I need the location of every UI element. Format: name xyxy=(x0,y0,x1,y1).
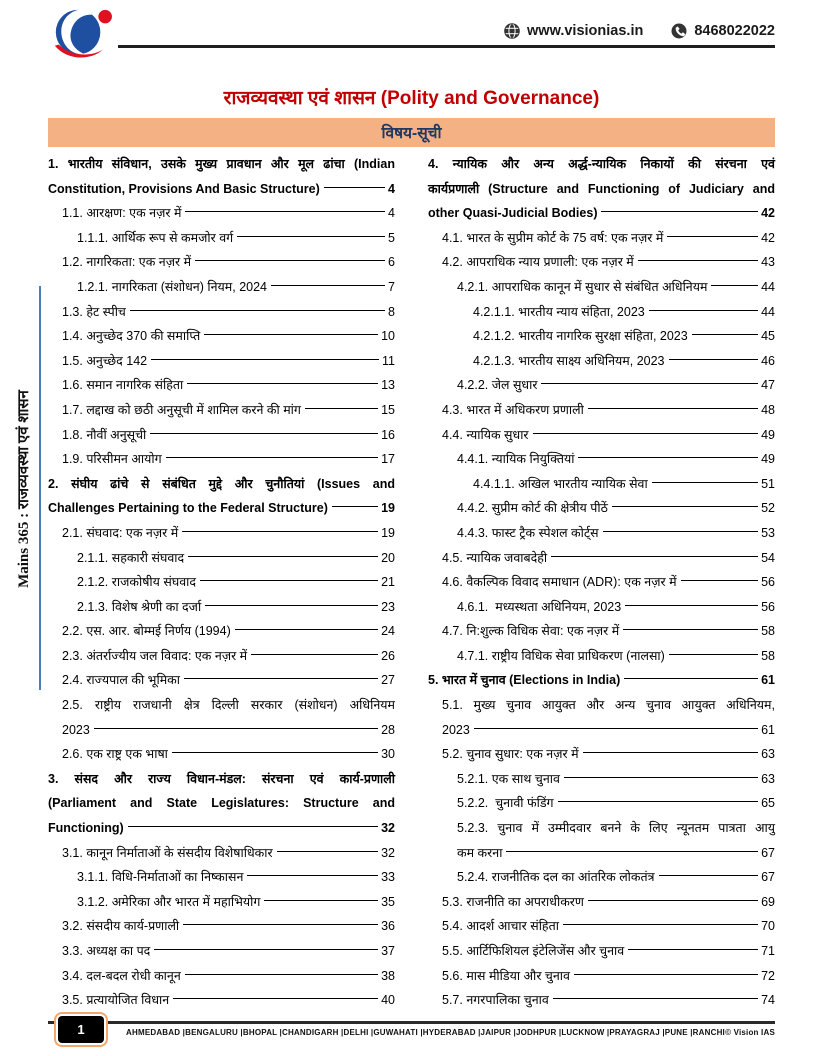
toc-entry-line-last xyxy=(428,496,775,521)
toc-page-number: 8 xyxy=(388,304,395,319)
toc-page-number: 10 xyxy=(381,329,395,344)
footer-cities: AHMEDABAD |BENGALURU |BHOPAL |CHANDIGARH |DELHI |GUWAHATI |HYDERABAD |JAIPUR |JODHPUR |LUCKNOW |PRAYAGRAJ |PUNE |RANCHI xyxy=(126,1028,725,1037)
toc-page-number: 54 xyxy=(761,550,775,565)
toc-entry-text: 3.5. प्रत्यायोजित विधान xyxy=(62,993,170,1008)
toc-entry-text: 5.3. राजनीति का अपराधीकरण xyxy=(442,894,584,909)
toc-entry-line-last xyxy=(428,546,775,571)
toc-entry xyxy=(48,201,395,226)
toc-page-number: 46 xyxy=(761,353,775,368)
toc-page-number: 36 xyxy=(381,919,395,934)
phone-icon xyxy=(671,23,687,39)
toc-page-number: 13 xyxy=(381,378,395,393)
toc-entry-line: कार्यप्रणाली (Structure and Functioning of Judiciary and xyxy=(428,181,775,196)
toc-entry-text: कम करना xyxy=(457,845,503,860)
toc-entry-line-last xyxy=(48,595,395,620)
toc-entry xyxy=(428,546,775,571)
toc-page-number: 38 xyxy=(381,968,395,983)
toc-entry-text: 1.9. परिसीमन आयोग xyxy=(62,452,162,467)
toc-page-number: 70 xyxy=(761,919,775,934)
toc-page-number: 53 xyxy=(761,525,775,540)
toc-page-number: 16 xyxy=(381,427,395,442)
toc-entry-text: 1.3. हेट स्पीच xyxy=(62,304,126,319)
toc-entry-text: 2023 xyxy=(442,722,470,737)
page-number-badge: 1 xyxy=(58,1016,104,1043)
toc-entry xyxy=(428,693,775,742)
toc-entry-line-last xyxy=(428,398,775,423)
toc-entry-line-last xyxy=(48,718,395,743)
toc-entry-text: 4.2.2. जेल सुधार xyxy=(457,378,538,393)
toc-entry xyxy=(48,226,395,251)
toc-entry xyxy=(48,250,395,275)
toc-entry-line-last xyxy=(428,570,775,595)
toc-entry-line-last xyxy=(48,423,395,448)
toc-entry-text: 4.4. न्यायिक सुधार xyxy=(442,427,529,442)
toc-page-number: 42 xyxy=(761,206,775,221)
toc-entry-text: 1.1.1. आर्थिक रूप से कमजोर वर्ग xyxy=(77,230,234,245)
toc-entry-text: 5.7. नगरपालिका चुनाव xyxy=(442,993,549,1008)
toc-entry xyxy=(428,816,775,865)
toc-entry xyxy=(428,447,775,472)
toc-entry xyxy=(48,349,395,374)
toc-entry-line-last xyxy=(48,865,395,890)
toc-entry xyxy=(48,939,395,964)
toc-entry-text: 4.4.1. न्यायिक नियुक्तियां xyxy=(457,452,575,467)
toc-entry-line-last xyxy=(48,644,395,669)
toc-entry-line-last xyxy=(48,619,395,644)
toc-entry-text: 3.2. संसदीय कार्य-प्रणाली xyxy=(62,919,180,934)
toc-entry-line-last xyxy=(48,521,395,546)
toc-entry-line: 5.2.3. चुनाव में उम्मीदवार बनने के लिए न्यूनतम पात्रता आयु xyxy=(457,821,775,836)
page-title: राजव्यवस्था एवं शासन (Polity and Governance) xyxy=(223,88,600,109)
toc-entry-text: 2.1. संघवाद: एक नज़र में xyxy=(62,525,179,540)
toc-page-number: 5 xyxy=(388,230,395,245)
toc-entry xyxy=(428,275,775,300)
footer-divider xyxy=(48,1021,775,1024)
toc-entry-line-last xyxy=(48,177,395,202)
toc-entry xyxy=(48,742,395,767)
toc-entry-line-last xyxy=(428,619,775,644)
toc-page-number: 32 xyxy=(381,845,395,860)
toc-entry xyxy=(48,644,395,669)
toc-entry-text: 1.2. नागरिकता: एक नज़र में xyxy=(62,255,192,270)
toc-entry xyxy=(48,767,395,841)
toc-entry-text: 3.3. अध्यक्ष का पद xyxy=(62,944,151,958)
toc-entry-text: 2.1.3. विशेष श्रेणी का दर्जा xyxy=(77,599,202,614)
toc-entry xyxy=(428,349,775,374)
toc-entry-text: 5. भारत में चुनाव (Elections in India) xyxy=(428,673,621,688)
toc-entry-line-last xyxy=(428,841,775,866)
toc-entry-text: 3.4. दल-बदल रोधी कानून xyxy=(62,968,181,983)
toc-entry-line-last xyxy=(428,472,775,497)
toc-entry-line-last xyxy=(48,890,395,915)
toc-page-number: 56 xyxy=(761,575,775,590)
toc-entry xyxy=(48,324,395,349)
toc-entry-text: 5.5. आर्टिफिशियल इंटेलिजेंस और चुनाव xyxy=(442,944,625,958)
toc-entry xyxy=(48,890,395,915)
content-area xyxy=(48,84,775,1013)
toc-page-number: 51 xyxy=(761,476,775,491)
toc-page-number: 61 xyxy=(761,673,775,688)
toc-entry-line: 5.1. मुख्य चुनाव आयुक्त और अन्य चुनाव आयुक्त अधिनियम, xyxy=(442,698,775,713)
toc-entry xyxy=(428,521,775,546)
toc-entry-text: 2.2. एस. आर. बोम्मई निर्णय (1994) xyxy=(62,624,231,639)
toc-entry-line-last xyxy=(428,275,775,300)
toc-entry-text: 2023 xyxy=(62,722,90,737)
toc-page-number: 26 xyxy=(381,648,395,663)
toc-entry xyxy=(48,619,395,644)
toc-entry-line-last xyxy=(428,988,775,1013)
toc-page-number: 61 xyxy=(761,722,775,737)
toc-entry-line-last xyxy=(428,742,775,767)
toc-page-number: 15 xyxy=(381,402,395,417)
toc-page-number: 19 xyxy=(381,525,395,540)
toc-entry-text: 1.4. अनुच्छेद 370 की समाप्ति xyxy=(62,329,201,344)
toc-entry xyxy=(48,914,395,939)
toc-entry-line-last xyxy=(428,668,775,693)
toc-entry xyxy=(48,570,395,595)
toc-entry xyxy=(428,496,775,521)
toc-entry-line: 2. संघीय ढांचे से संबंधित मुद्दे और चुनौतियां (Issues and xyxy=(48,476,395,491)
toc-page-number: 43 xyxy=(761,255,775,270)
toc-entry-line-last xyxy=(428,939,775,964)
toc-page-number: 11 xyxy=(382,353,395,368)
toc-entry-line-last xyxy=(428,890,775,915)
toc-entry xyxy=(428,767,775,792)
header-divider xyxy=(118,45,775,48)
toc-entry-text: 4.5. न्यायिक जवाबदेही xyxy=(442,550,548,565)
toc-page-number: 6 xyxy=(388,255,395,270)
toc-entry-text: 1.2.1. नागरिकता (संशोधन) नियम, 2024 xyxy=(77,279,268,294)
toc-entry xyxy=(48,300,395,325)
toc-page-number: 71 xyxy=(761,944,775,958)
toc-entry xyxy=(428,324,775,349)
toc-entry xyxy=(48,275,395,300)
toc-entry-text: 4.2.1.3. भारतीय साक्ष्य अधिनियम, 2023 xyxy=(473,353,665,368)
toc-entry-line-last xyxy=(428,865,775,890)
toc-entry-line-last xyxy=(428,644,775,669)
toc-entry-line-last xyxy=(48,742,395,767)
toc-entry-line-last xyxy=(428,521,775,546)
toc-page-number: 48 xyxy=(761,402,775,417)
toc-page-number: 45 xyxy=(761,329,775,344)
toc-entry-line-last xyxy=(48,201,395,226)
toc-entry-line-last xyxy=(48,373,395,398)
toc-entry-text: 1.6. समान नागरिक संहिता xyxy=(62,378,184,393)
toc-entry-text: 1.1. आरक्षण: एक नज़र में xyxy=(62,206,182,221)
toc-entry xyxy=(428,742,775,767)
toc-entry-line-last xyxy=(428,250,775,275)
toc-entry xyxy=(428,668,775,693)
toc-right-column xyxy=(428,152,775,1013)
toc-entry xyxy=(428,373,775,398)
toc-entry-line-last xyxy=(48,226,395,251)
toc-page-number: 65 xyxy=(761,796,775,811)
toc-entry-line: (Parliament and State Legislatures: Structure and xyxy=(48,796,395,811)
toc-entry xyxy=(48,398,395,423)
toc-entry xyxy=(48,595,395,620)
toc-entry-line: 3. संसद और राज्य विधान-मंडल: संरचना एवं कार्य-प्रणाली xyxy=(48,771,395,786)
toc-entry xyxy=(428,250,775,275)
toc-entry-text: Functioning) xyxy=(48,821,124,836)
toc-page-number: 4 xyxy=(388,206,395,221)
toc-entry-line-last xyxy=(428,226,775,251)
toc-entry xyxy=(428,644,775,669)
toc-entry xyxy=(428,890,775,915)
toc-entry-text: 3.1.2. अमेरिका और भारत में महाभियोग xyxy=(77,894,261,909)
toc-page-number: 4 xyxy=(388,181,395,196)
toc-left-column xyxy=(48,152,395,1013)
toc-entry xyxy=(48,423,395,448)
toc-entry-line-last xyxy=(428,201,775,226)
toc-page-number: 17 xyxy=(381,452,395,467)
toc-entry xyxy=(428,791,775,816)
toc-entry-line-last xyxy=(428,447,775,472)
toc-entry-text: 2.3. अंतर्राज्यीय जल विवाद: एक नज़र में xyxy=(62,648,248,663)
toc-banner: विषय-सूची xyxy=(48,118,775,147)
toc-entry-line-last xyxy=(48,275,395,300)
toc-entry-text: 4.7. नि:शुल्क विधिक सेवा: एक नज़र में xyxy=(442,624,620,639)
toc-page-number: 37 xyxy=(381,944,395,958)
toc-page-number: 35 xyxy=(381,894,395,909)
toc-entry-line-last xyxy=(428,423,775,448)
toc-entry xyxy=(48,152,395,201)
toc-entry xyxy=(48,693,395,742)
toc-page-number: 74 xyxy=(761,993,775,1008)
toc-entry-text: 3.1.1. विधि-निर्माताओं का निष्कासन xyxy=(77,870,244,885)
toc-entry-text: 5.2.4. राजनीतिक दल का आंतरिक लोकतंत्र xyxy=(457,870,655,885)
toc-page-number: 19 xyxy=(381,501,395,516)
toc-page-number: 20 xyxy=(381,550,395,565)
toc-entry-text: Challenges Pertaining to the Federal Structure) xyxy=(48,501,328,516)
toc-entry-text: Constitution, Provisions And Basic Structure) xyxy=(48,181,320,196)
toc-entry-text: 4.7.1. राष्ट्रीय विधिक सेवा प्राधिकरण (नालसा) xyxy=(457,648,665,663)
toc-page-number: 33 xyxy=(381,870,395,885)
toc-entry-text: 4.2.1.2. भारतीय नागरिक सुरक्षा संहिता, 2023 xyxy=(473,329,688,344)
toc-entry-line-last xyxy=(428,349,775,374)
phone-text: 8468022022 xyxy=(694,23,775,39)
toc-page-number: 58 xyxy=(761,624,775,639)
toc-entry-text: 1.7. लद्दाख को छठी अनुसूची में शामिल करने की मांग xyxy=(62,402,301,417)
toc-page-number: 63 xyxy=(761,771,775,786)
toc-entry-line-last xyxy=(48,964,395,989)
toc-entry xyxy=(428,423,775,448)
toc-entry-line-last xyxy=(48,939,395,964)
toc-entry-line-last xyxy=(48,546,395,571)
toc-entry-line-last xyxy=(48,914,395,939)
sidebar-accent-line xyxy=(39,286,41,690)
toc-entry xyxy=(48,521,395,546)
toc-page-number: 52 xyxy=(761,501,775,516)
toc-entry xyxy=(48,546,395,571)
toc-entry-line: 2.5. राष्ट्रीय राजधानी क्षेत्र दिल्ली सरकार (संशोधन) अधिनियम xyxy=(62,698,395,713)
sidebar-series-label: Mains 365 : राजव्यवस्था एवं शासन xyxy=(16,390,32,588)
toc-entry-text: 4.2. आपराधिक न्याय प्रणाली: एक नज़र में xyxy=(442,255,634,270)
toc-page-number: 23 xyxy=(381,599,395,614)
toc-entry xyxy=(428,619,775,644)
header-contact xyxy=(504,23,775,39)
toc-entry xyxy=(428,300,775,325)
toc-entry-line-last xyxy=(428,791,775,816)
toc-entry-text: 4.6. वैकल्पिक विवाद समाधान (ADR): एक नज़र में xyxy=(442,575,677,590)
toc-entry-text: other Quasi-Judicial Bodies) xyxy=(428,206,598,221)
toc-entry-line-last xyxy=(48,841,395,866)
toc-entry-text: 4.2.1. आपराधिक कानून में सुधार से संबंधित अधिनियम xyxy=(457,279,708,294)
toc-entry-line-last xyxy=(428,964,775,989)
toc-entry xyxy=(48,865,395,890)
toc-entry-text: 5.6. मास मीडिया और चुनाव xyxy=(442,968,570,983)
toc-entry-line-last xyxy=(48,816,395,841)
toc-page-number: 21 xyxy=(381,575,395,590)
toc-entry-text: 3.1. कानून निर्माताओं के संसदीय विशेषाधिकार xyxy=(62,845,273,860)
toc-entry xyxy=(48,472,395,521)
toc-page-number: 58 xyxy=(761,648,775,663)
phone-item xyxy=(671,23,775,39)
toc-entry-text: 1.8. नौवीं अनुसूची xyxy=(62,427,147,442)
toc-page-number: 49 xyxy=(761,427,775,442)
toc-entry xyxy=(428,152,775,226)
toc-entry-text: 1.5. अनुच्छेद 142 xyxy=(62,353,148,368)
globe-icon xyxy=(504,23,520,39)
footer xyxy=(126,1028,775,1037)
toc-page-number: 49 xyxy=(761,452,775,467)
toc-entry-text: 5.2.1. एक साथ चुनाव xyxy=(457,771,560,786)
toc-entry-line-last xyxy=(428,767,775,792)
toc-entry-text: 4.2.1.1. भारतीय न्याय संहिता, 2023 xyxy=(473,304,645,319)
toc-entry-line-last xyxy=(428,373,775,398)
toc-entry-line-last xyxy=(48,988,395,1013)
toc-entry xyxy=(48,964,395,989)
toc-page-number: 27 xyxy=(381,673,395,688)
toc-entry xyxy=(428,939,775,964)
toc-entry xyxy=(428,570,775,595)
toc-page-number: 67 xyxy=(761,845,775,860)
toc-entry-line-last xyxy=(48,496,395,521)
toc-entry-text: 5.2.2. चुनावी फंडिंग xyxy=(457,796,554,811)
table-of-contents xyxy=(48,152,775,1013)
toc-entry xyxy=(428,595,775,620)
toc-entry-line-last xyxy=(48,447,395,472)
toc-entry xyxy=(428,865,775,890)
toc-entry-text: 4.3. भारत में अधिकरण प्रणाली xyxy=(442,402,584,417)
toc-entry-text: 2.4. राज्यपाल की भूमिका xyxy=(62,673,181,688)
toc-entry-line-last xyxy=(428,914,775,939)
toc-entry-line: 1. भारतीय संविधान, उसके मुख्य प्रावधान और मूल ढांचा (Indian xyxy=(48,157,395,171)
toc-page-number: 28 xyxy=(381,722,395,737)
toc-entry-line-last xyxy=(428,300,775,325)
toc-page-number: 56 xyxy=(761,599,775,614)
toc-page-number: 7 xyxy=(388,279,395,294)
toc-page-number: 72 xyxy=(761,968,775,983)
toc-entry-text: 2.6. एक राष्ट्र एक भाषा xyxy=(62,747,168,762)
toc-entry-line-last xyxy=(48,570,395,595)
toc-entry xyxy=(428,988,775,1013)
toc-entry-line-last xyxy=(428,324,775,349)
toc-page-number: 24 xyxy=(381,624,395,639)
toc-entry xyxy=(428,472,775,497)
toc-page-number: 40 xyxy=(381,993,395,1008)
toc-page-number: 42 xyxy=(761,230,775,245)
toc-page-number: 63 xyxy=(761,747,775,762)
toc-entry xyxy=(428,226,775,251)
website-text: www.visionias.in xyxy=(527,23,644,39)
toc-page-number: 69 xyxy=(761,894,775,909)
toc-entry-line-last xyxy=(48,300,395,325)
toc-entry-text: 4.4.3. फास्ट ट्रैक स्पेशल कोर्ट्स xyxy=(457,525,599,540)
toc-entry-line-last xyxy=(48,398,395,423)
toc-entry-text: 2.1.2. राजकोषीय संघवाद xyxy=(77,575,197,590)
toc-entry-text: 4.4.1.1. अखिल भारतीय न्यायिक सेवा xyxy=(473,476,648,491)
toc-entry xyxy=(48,841,395,866)
toc-page-number: 47 xyxy=(761,378,775,393)
toc-page-number: 44 xyxy=(761,279,775,294)
toc-entry-line-last xyxy=(48,668,395,693)
toc-entry xyxy=(428,914,775,939)
toc-entry-line-last xyxy=(428,595,775,620)
toc-entry-line-last xyxy=(48,250,395,275)
toc-entry-line-last xyxy=(428,718,775,743)
toc-entry xyxy=(428,398,775,423)
toc-page-number: 32 xyxy=(381,821,395,836)
toc-entry xyxy=(48,447,395,472)
website-item xyxy=(504,23,643,39)
toc-entry xyxy=(48,373,395,398)
toc-entry-text: 5.4. आदर्श आचार संहिता xyxy=(442,919,559,934)
toc-entry-line-last xyxy=(48,349,395,374)
toc-page-number: 67 xyxy=(761,870,775,885)
toc-entry-line-last xyxy=(48,324,395,349)
vision-ias-logo xyxy=(46,5,114,65)
toc-entry-text: 4.6.1. मध्यस्थता अधिनियम, 2023 xyxy=(457,599,622,614)
toc-entry-text: 4.4.2. सुप्रीम कोर्ट की क्षेत्रीय पीठें xyxy=(457,501,608,516)
toc-entry-line: 4. न्यायिक और अन्य अर्द्ध-न्यायिक निकायों की संरचना एवं xyxy=(428,157,775,171)
footer-copyright: © Vision IAS xyxy=(725,1028,775,1037)
toc-page-number: 30 xyxy=(381,747,395,762)
toc-entry-text: 2.1.1. सहकारी संघवाद xyxy=(77,550,185,565)
toc-entry-text: 4.1. भारत के सुप्रीम कोर्ट के 75 वर्ष: एक नज़र में xyxy=(442,230,664,245)
toc-entry xyxy=(48,668,395,693)
toc-entry-text: 5.2. चुनाव सुधार: एक नज़र में xyxy=(442,747,579,762)
toc-entry xyxy=(428,964,775,989)
toc-page-number: 44 xyxy=(761,304,775,319)
toc-entry xyxy=(48,988,395,1013)
